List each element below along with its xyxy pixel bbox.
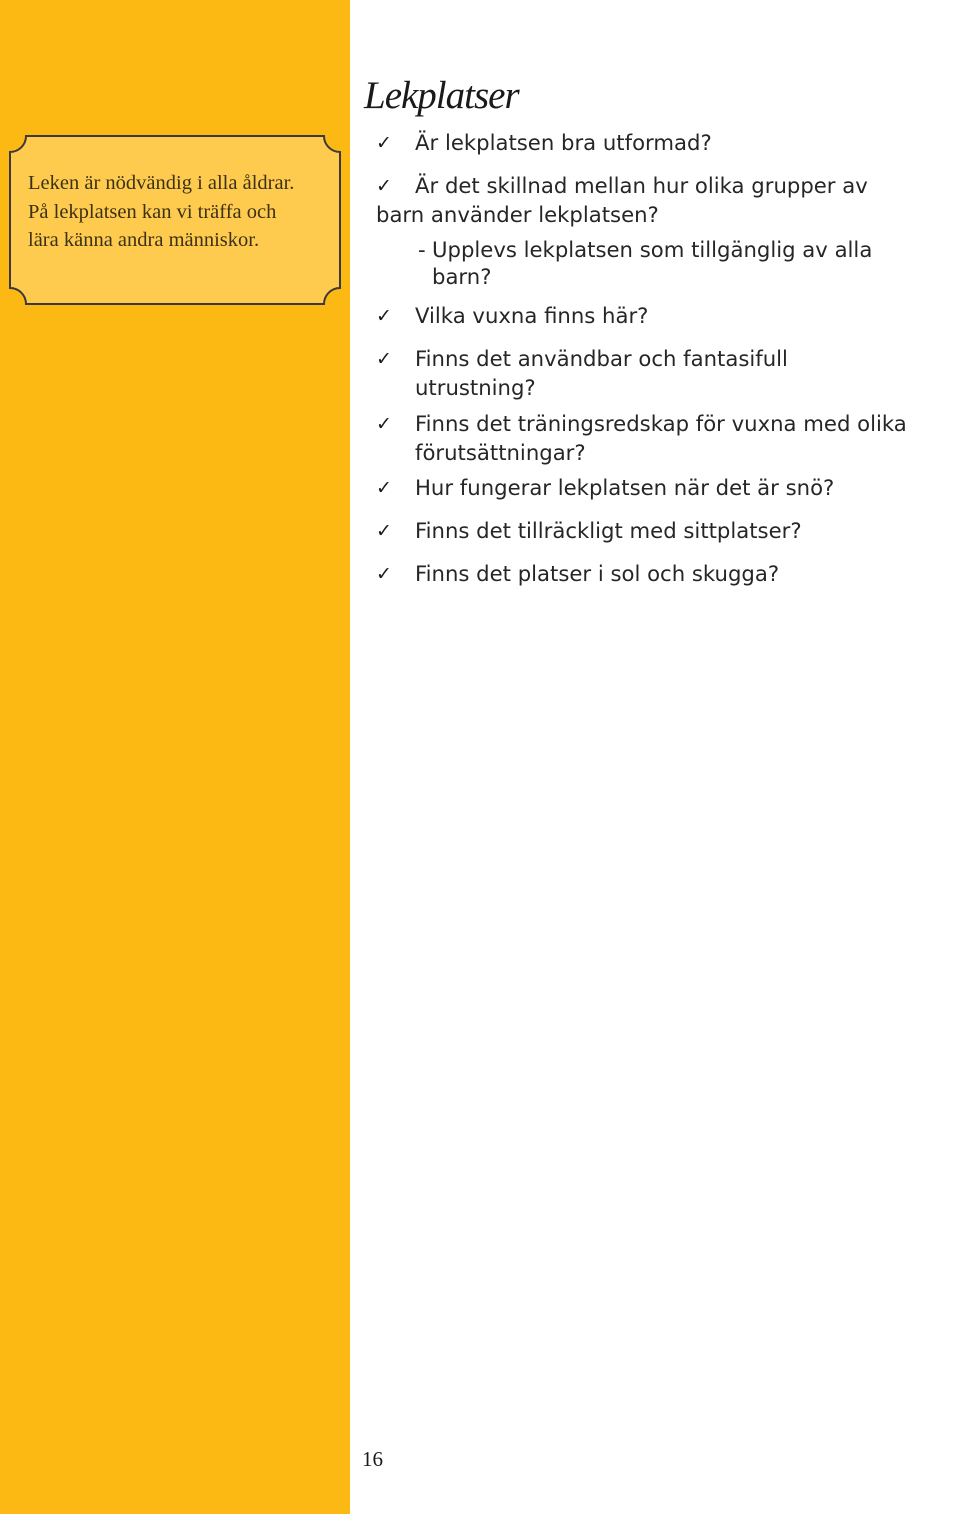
checklist-item-continuation: utrustning? [415,375,536,400]
main-content [350,0,960,1514]
checklist-item-continuation: barn använder lekplatsen? [376,202,659,227]
page-number: 16 [362,1447,383,1471]
check-icon: ✓ [376,348,392,370]
callout-box [8,134,342,314]
checklist-item: Hur fungerar lekplatsen när det är snö? [415,475,835,500]
checklist-sub-item-continuation: barn? [432,264,492,289]
sub-item-dash: - [418,237,426,262]
check-icon: ✓ [376,477,392,499]
check-icon: ✓ [376,132,392,154]
sidebar [0,0,350,1514]
callout-text: Leken är nödvändig i alla åldrar. På lekplatsen kan vi träffa och lära känna andra människor. [28,172,295,251]
check-icon: ✓ [376,175,392,197]
check-icon: ✓ [376,520,392,542]
check-icon: ✓ [376,305,392,327]
checklist-item-continuation: förutsättningar? [415,440,586,465]
checklist-item: Är lekplatsen bra utformad? [415,130,712,155]
check-icon: ✓ [376,413,392,435]
page-title: Lekplatser [364,74,519,117]
checklist-item: Finns det träningsredskap för vuxna med olika [415,411,907,436]
checklist-item: Finns det användbar och fantasifull [415,346,788,371]
checklist-sub-item: Upplevs lekplatsen som tillgänglig av alla [432,237,873,262]
checklist-item: Vilka vuxna finns här? [415,303,649,328]
checklist-item: Finns det tillräckligt med sittplatser? [415,518,802,543]
checklist-item: Finns det platser i sol och skugga? [415,561,780,586]
check-icon: ✓ [376,563,392,585]
checklist-item: Är det skillnad mellan hur olika grupper av [415,173,868,198]
